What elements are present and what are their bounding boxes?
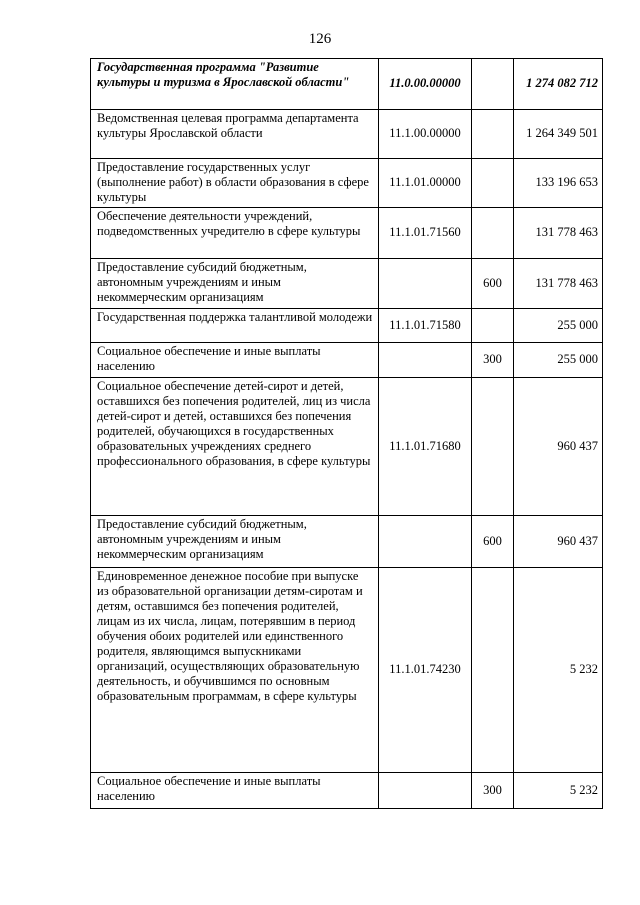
page-number: 126: [308, 31, 332, 47]
row-code-cell: [379, 378, 472, 516]
table-row: [91, 208, 603, 259]
row-name-cell: [91, 516, 379, 568]
row-name: Социальное обеспечение детей-сирот и детей, оставшихся без попечения родителей, лиц из числа детей-сирот и детей, оставшихся без попечения родителей, обучающихся в государственных образовательных учреждениях среднего профессионального образования, в сфере культуры: [97, 379, 371, 468]
row-amount: 1 274 082 712: [526, 76, 598, 90]
row-name: Социальное обеспечение и иные выплаты населению: [97, 344, 321, 373]
row-amount-cell: [514, 378, 603, 516]
row-name: Предоставление субсидий бюджетным, автономным учреждениям и иным некоммерческим организациям: [97, 517, 307, 561]
row-amount: 5 232: [569, 782, 598, 797]
row-code-cell: [379, 208, 472, 259]
row-amount: 960 437: [557, 533, 598, 548]
row-amount-cell: [514, 59, 603, 110]
row-type-cell: [472, 208, 514, 259]
table-row: [91, 378, 603, 516]
row-code: 11.1.01.74230: [389, 662, 461, 676]
row-name: Предоставление государственных услуг (выполнение работ) в области образования в сфере культуры: [97, 160, 369, 204]
row-type-cell: [472, 773, 514, 809]
row-name: Государственная поддержка талантливой молодежи: [97, 310, 373, 324]
row-amount: 255 000: [557, 317, 598, 332]
row-code-cell: [379, 516, 472, 568]
row-name-cell: [91, 378, 379, 516]
row-name: Единовременное денежное пособие при выпуске из образовательной организации детям-сиротам и детям, оставшимся без попечения родителей, лицам из их числа, лицам, потерявшим в период обучения обоих родителей или единственного родителя, являющимся выпускниками организаций, осуществляющих образовательную деятельность, и обучившимся по основным образовательным программам, в сфере культуры: [97, 569, 363, 703]
row-type-cell: [472, 159, 514, 208]
row-name-cell: [91, 309, 379, 343]
row-amount-cell: [514, 773, 603, 809]
row-name: Государственная программа "Развитие культуры и туризма в Ярославской области": [97, 60, 350, 89]
row-type-cell: [472, 568, 514, 773]
row-type-cell: [472, 59, 514, 110]
row-amount-cell: [514, 343, 603, 378]
row-type: 600: [483, 275, 502, 290]
table-row: [91, 110, 603, 159]
row-code: 11.1.01.71560: [389, 225, 461, 239]
row-code: 11.1.01.00000: [389, 175, 461, 189]
row-type-cell: [472, 516, 514, 568]
row-amount-cell: [514, 110, 603, 159]
table-row: [91, 568, 603, 773]
row-name: Социальное обеспечение и иные выплаты населению: [97, 774, 321, 803]
row-amount-cell: [514, 309, 603, 343]
row-code-cell: [379, 309, 472, 343]
row-type: 600: [483, 533, 502, 548]
table-row: [91, 159, 603, 208]
row-amount: 131 778 463: [535, 225, 598, 239]
row-code: 11.1.01.71580: [389, 317, 461, 332]
table-row: [91, 309, 603, 343]
row-name-cell: [91, 259, 379, 309]
row-amount: 131 778 463: [535, 275, 598, 290]
row-name: Обеспечение деятельности учреждений, подведомственных учредителю в сфере культуры: [97, 209, 361, 238]
row-type-cell: [472, 309, 514, 343]
row-name-cell: [91, 343, 379, 378]
row-type-cell: [472, 378, 514, 516]
row-code-cell: [379, 773, 472, 809]
row-code-cell: [379, 343, 472, 378]
table-row: [91, 59, 603, 110]
row-amount: 133 196 653: [535, 175, 598, 189]
row-type: 300: [483, 782, 502, 797]
row-name-cell: [91, 110, 379, 159]
row-code-cell: [379, 159, 472, 208]
row-code: 11.1.01.71680: [389, 438, 461, 453]
row-amount-cell: [514, 568, 603, 773]
row-type: 300: [483, 352, 502, 366]
row-code-cell: [379, 59, 472, 110]
row-code: 11.1.00.00000: [389, 126, 461, 140]
table-row: [91, 773, 603, 809]
budget-table: [90, 58, 603, 809]
row-amount: 1 264 349 501: [526, 126, 598, 140]
row-code-cell: [379, 568, 472, 773]
row-name-cell: [91, 59, 379, 110]
row-name-cell: [91, 568, 379, 773]
row-type-cell: [472, 343, 514, 378]
row-name-cell: [91, 208, 379, 259]
row-name: Ведомственная целевая программа департамента культуры Ярославской области: [97, 111, 359, 140]
table-row: [91, 343, 603, 378]
row-code-cell: [379, 259, 472, 309]
row-amount: 5 232: [569, 662, 598, 676]
row-type-cell: [472, 110, 514, 159]
table-row: [91, 259, 603, 309]
row-name-cell: [91, 159, 379, 208]
row-name: Предоставление субсидий бюджетным, автономным учреждениям и иным некоммерческим организациям: [97, 260, 307, 304]
row-type-cell: [472, 259, 514, 309]
table-row: [91, 516, 603, 568]
row-amount-cell: [514, 208, 603, 259]
row-amount: 255 000: [557, 352, 598, 366]
row-amount-cell: [514, 159, 603, 208]
row-name-cell: [91, 773, 379, 809]
row-amount-cell: [514, 259, 603, 309]
row-amount-cell: [514, 516, 603, 568]
row-amount: 960 437: [557, 438, 598, 453]
row-code-cell: [379, 110, 472, 159]
row-code: 11.0.00.00000: [389, 76, 461, 90]
